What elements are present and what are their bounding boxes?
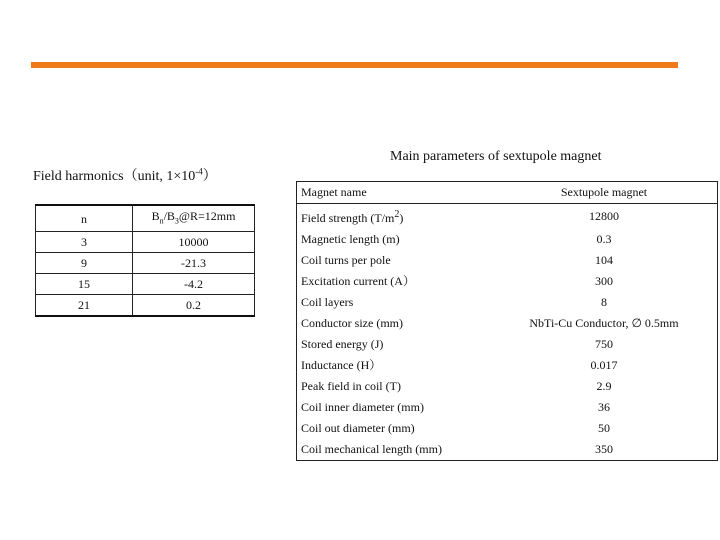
parameter-value: 8 bbox=[491, 292, 718, 313]
parameter-name: Coil turns per pole bbox=[297, 250, 492, 271]
parameter-value: 12800 bbox=[491, 204, 718, 230]
parameter-name: Excitation current (A） bbox=[297, 271, 492, 292]
parameter-name: Stored energy (J) bbox=[297, 334, 492, 355]
table-header-row bbox=[297, 182, 718, 204]
table-row bbox=[297, 204, 718, 230]
parameter-name: Coil inner diameter (mm) bbox=[297, 397, 492, 418]
table-row bbox=[297, 250, 718, 271]
parameter-name: Coil layers bbox=[297, 292, 492, 313]
table-row bbox=[297, 439, 718, 461]
parameter-value: 50 bbox=[491, 418, 718, 439]
parameter-name: Coil mechanical length (mm) bbox=[297, 439, 492, 461]
parameter-value: 350 bbox=[491, 439, 718, 461]
header-bn-b3: $B_n/B_3@R=12mm$ bbox=[133, 205, 255, 232]
table-row bbox=[297, 397, 718, 418]
harmonic-order: 3 bbox=[36, 232, 133, 253]
header-n: n bbox=[36, 205, 133, 232]
table-row bbox=[297, 292, 718, 313]
parameter-value: 2.9 bbox=[491, 376, 718, 397]
table-row bbox=[297, 355, 718, 376]
table-header-row bbox=[36, 205, 255, 232]
harmonic-order: 9 bbox=[36, 253, 133, 274]
table-row bbox=[36, 253, 255, 274]
parameter-name: Magnetic length (m) bbox=[297, 229, 492, 250]
field-harmonics-table bbox=[35, 204, 255, 317]
parameter-value: NbTi-Cu Conductor, ∅ 0.5mm bbox=[491, 313, 718, 334]
parameter-value: 0.017 bbox=[491, 355, 718, 376]
harmonic-order: 21 bbox=[36, 295, 133, 317]
parameter-value: 36 bbox=[491, 397, 718, 418]
parameter-name: Inductance (H） bbox=[297, 355, 492, 376]
table-row bbox=[36, 232, 255, 253]
parameter-name: Peak field in coil (T) bbox=[297, 376, 492, 397]
table-row bbox=[297, 271, 718, 292]
parameter-value: 750 bbox=[491, 334, 718, 355]
sextupole-parameters-title: Main parameters of sextupole magnet bbox=[390, 149, 602, 164]
table-row bbox=[297, 418, 718, 439]
table-row bbox=[297, 376, 718, 397]
harmonic-value: 10000 bbox=[133, 232, 255, 253]
parameter-name: Conductor size (mm) bbox=[297, 313, 492, 334]
harmonic-value: -21.3 bbox=[133, 253, 255, 274]
field-harmonics-title: Field harmonics（unit, $1\times 10^{-4}$） bbox=[33, 166, 217, 184]
harmonic-value: 0.2 bbox=[133, 295, 255, 317]
table-row bbox=[36, 274, 255, 295]
table-row bbox=[36, 295, 255, 317]
table-row bbox=[297, 313, 718, 334]
table-row bbox=[297, 334, 718, 355]
parameter-name: Field strength $(T/m^2)$ bbox=[297, 204, 492, 230]
header-magnet-name: Magnet name bbox=[297, 182, 492, 204]
parameter-value: 104 bbox=[491, 250, 718, 271]
harmonic-order: 15 bbox=[36, 274, 133, 295]
parameter-value: 0.3 bbox=[491, 229, 718, 250]
harmonic-value: -4.2 bbox=[133, 274, 255, 295]
header-magnet-type: Sextupole magnet bbox=[491, 182, 718, 204]
parameter-value: 300 bbox=[491, 271, 718, 292]
accent-bar bbox=[31, 62, 678, 68]
sextupole-parameters-table bbox=[296, 181, 718, 461]
table-row bbox=[297, 229, 718, 250]
parameter-name: Coil out diameter (mm) bbox=[297, 418, 492, 439]
